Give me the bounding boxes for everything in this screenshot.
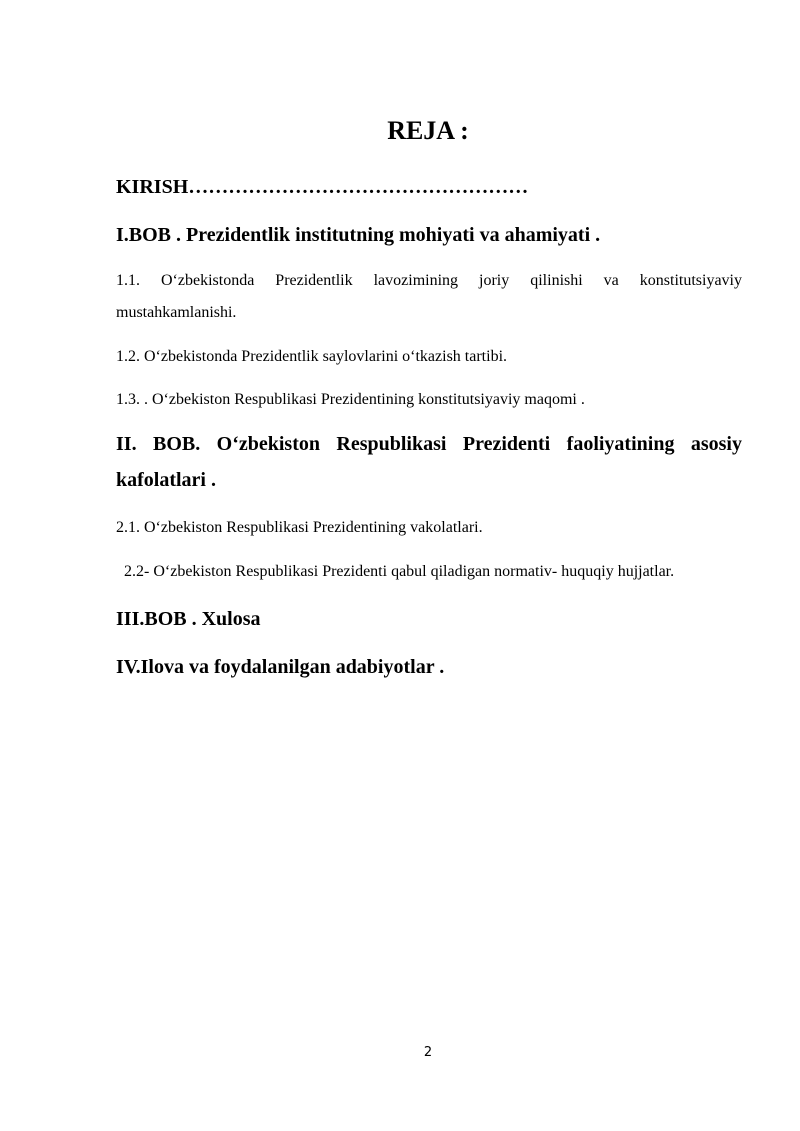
table-of-contents bbox=[116, 166, 742, 685]
chapter-2-item-1: 2.1. O‘zbekiston Respublikasi Prezidentining vakolatlari. bbox=[116, 519, 483, 536]
chapter-1-item-3: 1.3. . O‘zbekiston Respublikasi Prezidentining konstitutsiyaviy maqomi . bbox=[116, 391, 585, 408]
chapter-4-heading: IV.Ilova va foydalanilgan adabiyotlar . bbox=[116, 656, 445, 678]
page-title: REJA : bbox=[387, 116, 469, 145]
chapter-3-heading: III.BOB . Xulosa bbox=[116, 608, 261, 630]
chapter-1-item-2: 1.2. O‘zbekistonda Prezidentlik saylovlarini o‘tkazish tartibi. bbox=[116, 348, 508, 365]
chapter-2-item-2: 2.2- O‘zbekiston Respublikasi Prezidenti qabul qiladigan normativ- huquqiy hujjatlar. bbox=[116, 563, 675, 580]
intro-heading: KIRISH…………………………………………… bbox=[116, 176, 529, 198]
chapter-1-item-1: 1.1. O‘zbekistonda Prezidentlik lavozimining joriy qilinishi va konstitutsiyaviy mustahkamlanishi. bbox=[116, 272, 742, 321]
page-number: 2 bbox=[423, 1045, 433, 1060]
chapter-2-heading: II. BOB. O‘zbekiston Respublikasi Prezidenti faoliyatining asosiy kafolatlari . bbox=[116, 433, 742, 491]
chapter-1-heading: I.BOB . Prezidentlik institutning mohiyati va ahamiyati . bbox=[116, 224, 601, 246]
